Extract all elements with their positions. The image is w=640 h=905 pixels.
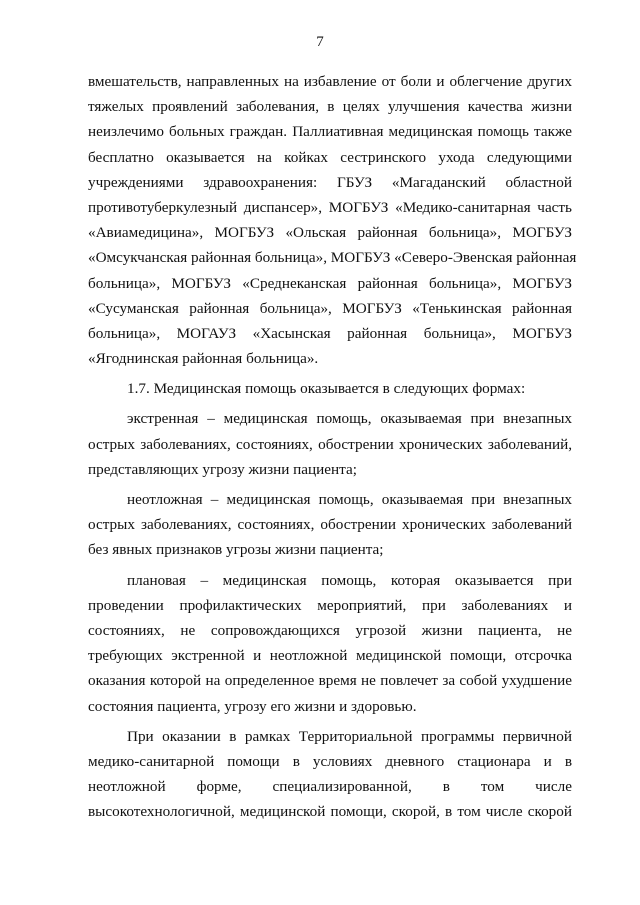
text-line: плановая – медицинская помощь, которая оказывается при xyxy=(127,571,572,589)
paragraph-planned-form xyxy=(88,568,572,719)
text-line: неизлечимо больных граждан. Паллиативная медицинская помощь также xyxy=(88,123,572,141)
text-line: оказания которой на определенное время не повлечет за собой ухудшение xyxy=(88,672,572,690)
text-line: «Ягоднинская районная больница». xyxy=(88,350,319,368)
text-line: бесплатно оказывается на койках сестринского ухода следующими xyxy=(88,148,572,166)
text-line: больница», МОГБУЗ «Среднеканская районная больница», МОГБУЗ xyxy=(88,274,572,292)
text-line: При оказании в рамках Территориальной программы первичной xyxy=(127,727,572,745)
text-line: «Авиамедицина», МОГБУЗ «Ольская районная больница», МОГБУЗ xyxy=(88,224,572,242)
text-line: вмешательств, направленных на избавление от боли и облегчение других xyxy=(88,73,572,90)
text-line: экстренная – медицинская помощь, оказываемая при внезапных xyxy=(127,410,572,428)
text-line: «Сусуманская районная больница», МОГБУЗ «Тенькинская районная xyxy=(88,299,572,317)
page-number: 7 xyxy=(316,34,324,50)
text-line: неотложная – медицинская помощь, оказываемая при внезапных xyxy=(127,491,572,508)
paragraph-emergency-form xyxy=(88,406,572,482)
text-line: противотуберкулезный диспансер», МОГБУЗ «Медико-санитарная часть xyxy=(88,198,572,216)
text-line: учреждениями здравоохранения: ГБУЗ «Магаданский областной xyxy=(88,173,572,191)
paragraph-palliative-care xyxy=(88,69,577,371)
paragraph-urgent-form xyxy=(88,487,572,563)
text-line: без явных признаков угрозы жизни пациента; xyxy=(88,541,384,559)
text-line: неотложной форме, специализированной, в том числе xyxy=(88,778,572,796)
section-heading-line: 1.7. Медицинская помощь оказывается в следующих формах: xyxy=(127,380,526,398)
paragraph-day-hospital xyxy=(88,724,572,825)
text-line: больница», МОГАУЗ «Хасынская районная больница», МОГБУЗ xyxy=(88,324,572,342)
text-line: острых заболеваниях, состояниях, обострении хронических заболеваний xyxy=(88,516,572,534)
text-line: требующих экстренной и неотложной медицинской помощи, отсрочка xyxy=(88,647,572,665)
text-line: острых заболеваниях, состояниях, обострении хронических заболеваний, xyxy=(88,435,572,453)
text-line: «Омсукчанская районная больница», МОГБУЗ «Северо-Эвенская районная xyxy=(88,249,577,267)
text-line: тяжелых проявлений заболевания, в целях улучшения качества жизни xyxy=(88,98,572,116)
text-line: состояния пациента, угрозу его жизни и здоровью. xyxy=(88,697,417,715)
text-line: представляющих угрозу жизни пациента; xyxy=(88,460,357,478)
document-body xyxy=(88,69,577,824)
text-line: медико-санитарной помощи в условиях дневного стационара и в xyxy=(88,752,572,770)
text-line: состояниях, не сопровождающихся угрозой жизни пациента, не xyxy=(88,621,572,639)
text-line: высокотехнологичной, медицинской помощи, скорой, в том числе скорой xyxy=(88,803,572,821)
text-line: проведении профилактических мероприятий, при заболеваниях и xyxy=(88,596,572,614)
paragraph-section-1-7 xyxy=(88,376,572,401)
